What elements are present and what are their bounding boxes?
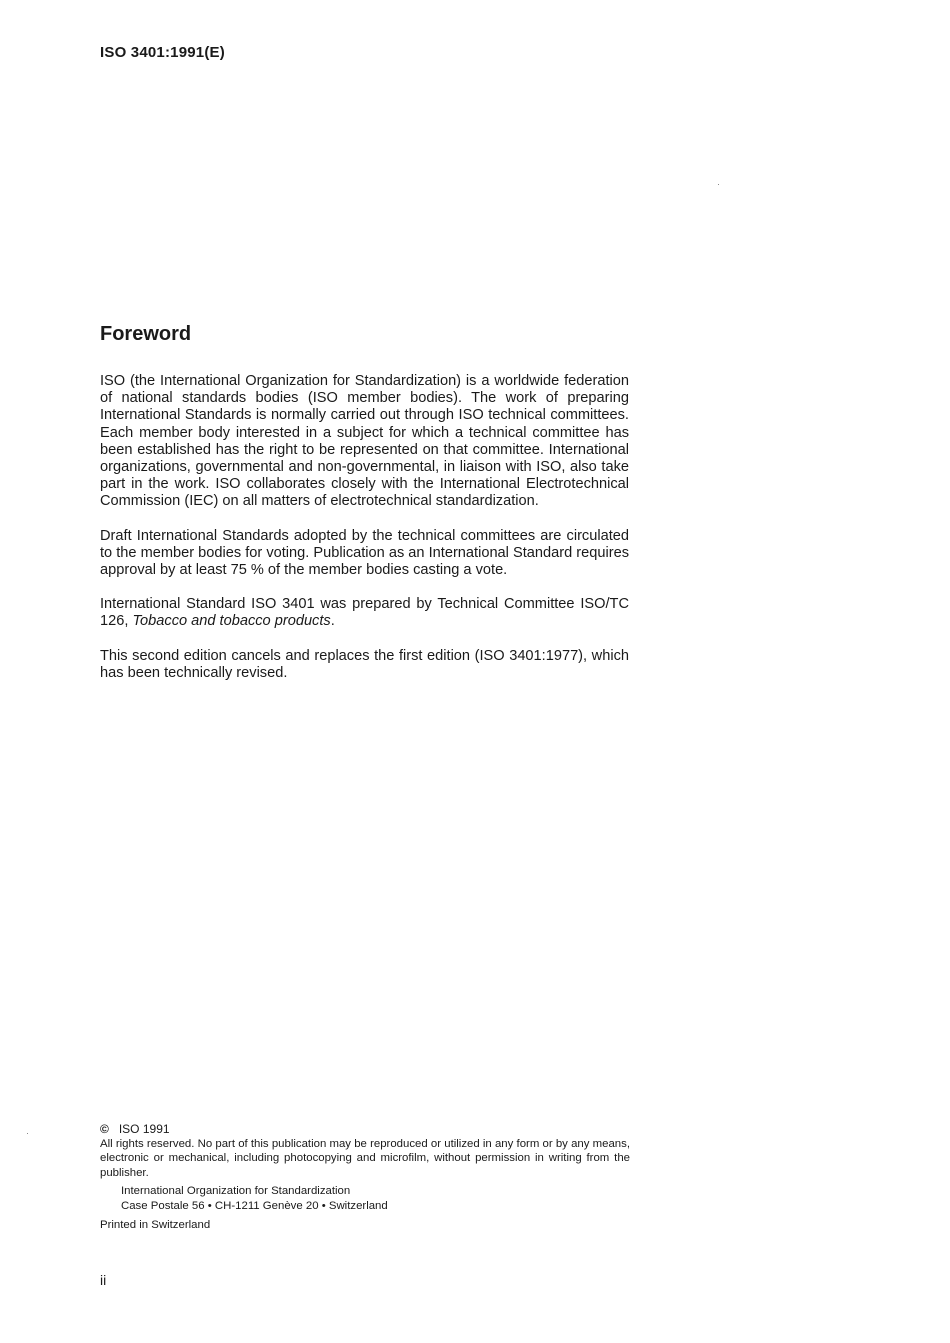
committee-title: Tobacco and tobacco products	[132, 613, 331, 630]
page-number: ii	[100, 1272, 107, 1288]
copyright-line	[100, 1122, 630, 1137]
foreword-body	[100, 373, 629, 699]
edition-note: This second edition cancels and replaces the first edition (ISO 3401:1977), which has been technically revised.	[100, 647, 629, 681]
scan-speck	[27, 1133, 28, 1134]
copyright-symbol: ©	[100, 1122, 109, 1136]
foreword-paragraph-1: ISO (the International Organization for Standardization) is a worldwide federation of national standards bodies (ISO member bodies). The work of preparing International Standards is normally carried out through ISO technical committees. Each member body interested in a subject for which a technical committee has been established has the right to be represented on that committee. International organizations, governmental and non-governmental, in liaison with ISO, also take part in the work. ISO collaborates closely with the International Electrotechnical Commission (IEC) on all matters of electrotechnical standardization.	[100, 373, 629, 510]
copyright-block	[100, 1122, 630, 1232]
document-id-header: ISO 3401:1991(E)	[100, 44, 225, 61]
copyright-year: ISO 1991	[118, 1122, 170, 1136]
scan-speck	[718, 184, 719, 185]
organization-postal: Case Postale 56 • CH-1211 Genève 20 • Switzerland	[121, 1199, 388, 1212]
foreword-paragraph-3	[100, 596, 629, 630]
printed-in: Printed in Switzerland	[100, 1218, 211, 1231]
organization-name: International Organization for Standardization	[121, 1185, 351, 1198]
prepared-by-end: .	[330, 613, 335, 630]
foreword-paragraph-2: Draft International Standards adopted by the technical committees are circulated to the member bodies for voting. Publication as an International Standard requires approval by at least 75 % of the member bodies casting a vote.	[100, 527, 629, 579]
rights-statement: All rights reserved. No part of this publication may be reproduced or utilized in any form or by any means, electronic or mechanical, including photocopying and microfilm, without permission in writing from the publisher.	[100, 1137, 630, 1179]
prepared-by-text: International Standard ISO 3401 was prepared by Technical Committee ISO/TC 126,	[100, 596, 629, 630]
organization-address	[100, 1184, 630, 1213]
foreword-title: Foreword	[100, 323, 192, 345]
